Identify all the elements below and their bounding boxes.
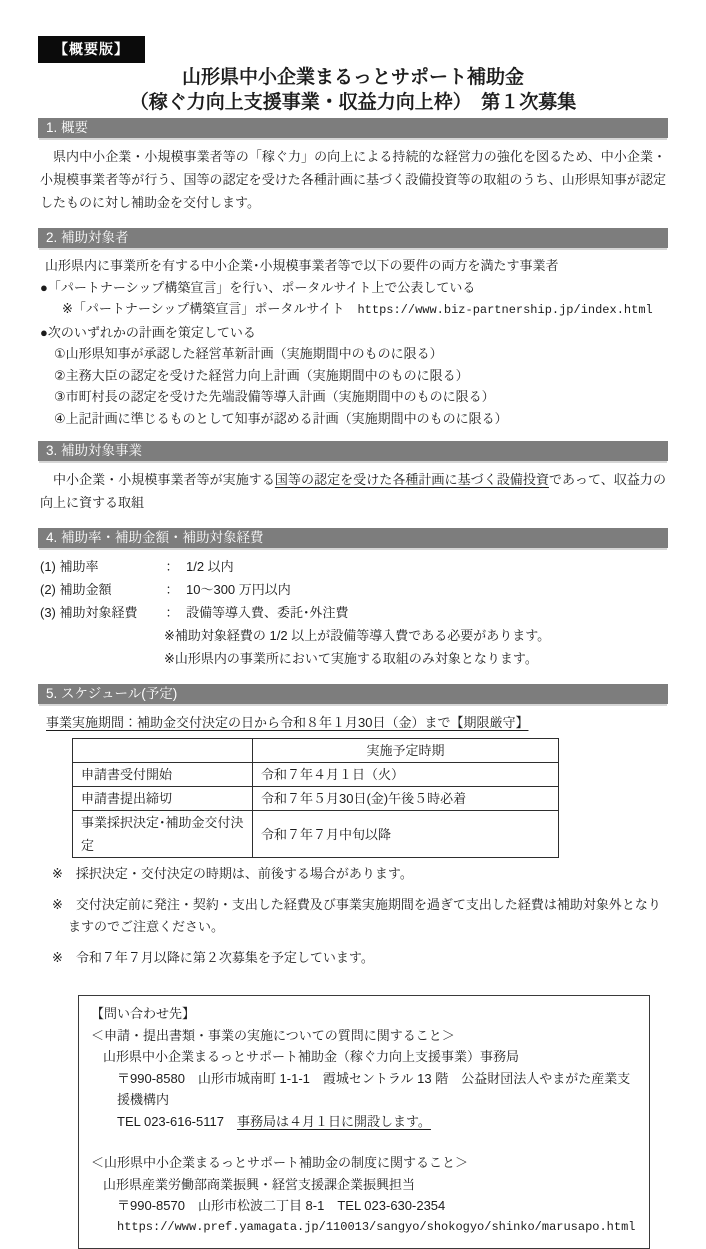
- subsidy-rate-value: 1/2 以内: [186, 559, 234, 574]
- contact-block-program: [91, 1152, 639, 1238]
- separator-colon: ：: [165, 582, 179, 597]
- subsidy-amount-value: 10～300 万円以内: [186, 582, 291, 597]
- schedule-note-3: ※ 令和７年７月以降に第２次募集を予定しています。: [52, 950, 374, 965]
- contact2-heading: ＜山形県中小企業まるっとサポート補助金の制度に関すること＞: [91, 1155, 469, 1170]
- contact2-address: 〒990-8570 山形市松波二丁目 8-1 TEL 023-630-2354: [117, 1198, 446, 1213]
- schedule-body: [38, 704, 668, 969]
- section-heading-eligible-projects: 3. 補助対象事業: [38, 441, 668, 461]
- eligible-applicants-body: [38, 248, 668, 429]
- subsidy-rate-row: [40, 555, 666, 578]
- document-title: [38, 65, 668, 115]
- schedule-table: [72, 738, 559, 858]
- plan-item-3: ③市町村長の認定を受けた先端設備等導入計画（実施期間中のものに限る）: [54, 389, 495, 404]
- contact1-address: 〒990-8580 山形市城南町 1-1-1 霞城セントラル 13 階 公益財団法人やまがた産業支援機構内: [117, 1070, 631, 1107]
- contact-block-application: [91, 1025, 639, 1133]
- eligible-expenses-row: [40, 601, 666, 624]
- contact1-organization: 山形県中小企業まるっとサポート補助金（稼ぐ力向上支援事業）事務局: [103, 1049, 520, 1064]
- partnership-portal-url: https://www.biz-partnership.jp/index.html: [357, 303, 653, 317]
- eligible-projects-paragraph: [38, 461, 668, 514]
- section-heading-eligible-applicants: 2. 補助対象者: [38, 228, 668, 248]
- overview-paragraph: 県内中小企業・小規模事業者等の「稼ぐ力」の向上による持続的な経営力の強化を図るため、中小企業・小規模事業者等が行う、国等の認定を受けた各種計画に基づく設備投資等の取組のうち、山形県知事が認定したものに対し補助金を交付します。: [40, 149, 666, 210]
- contact1-opening-note: 事務局は４月１日に開設します。: [236, 1113, 431, 1129]
- contact1-phone-line: [117, 1111, 639, 1133]
- section-heading-overview: 1. 概要: [38, 118, 668, 138]
- schedule-note-2: ※ 交付決定前に発注・契約・支出した経費及び事業実施期間を過ぎて支出した経費は補助対象外となりますのでご注意ください。: [52, 897, 661, 934]
- partnership-portal-note: [62, 298, 666, 322]
- contact-title: 【問い合わせ先】: [91, 1006, 196, 1021]
- subsidy-terms-body: [38, 548, 668, 670]
- schedule-header-row: [73, 739, 559, 763]
- schedule-time-cell: 令和７年４月１日（火）: [253, 763, 559, 787]
- schedule-notes: [40, 863, 666, 969]
- contact1-phone: TEL 023-616-5117: [117, 1113, 237, 1129]
- subsidy-amount-row: [40, 578, 666, 601]
- separator-colon: ：: [165, 559, 179, 574]
- portal-note-label: ※「パートナーシップ構築宣言」ポータルサイト: [62, 301, 358, 316]
- schedule-time-cell: 令和７年５月30日(金)午後５時必着: [253, 787, 559, 811]
- eligible-projects-underlined: 国等の認定を受けた各種計画に基づく設備投資: [274, 472, 549, 487]
- schedule-row-grant-decision: [73, 811, 559, 858]
- schedule-item-cell: 申請書提出締切: [73, 787, 253, 811]
- title-line-2: （稼ぐ力向上支援事業・収益力向上枠） 第１次募集: [129, 92, 577, 113]
- eligible-projects-suffix: であって、収益力の向上に資する取組: [40, 472, 666, 510]
- schedule-item-cell: 申請書受付開始: [73, 763, 253, 787]
- schedule-row-submission-deadline: [73, 787, 559, 811]
- contact2-website-url: https://www.pref.yamagata.jp/110013/sangyo/shokogyo/shinko/marusapo.html: [117, 1219, 636, 1234]
- schedule-note-1: ※ 採択決定・交付決定の時期は、前後する場合があります。: [52, 866, 413, 881]
- schedule-row-acceptance-start: [73, 763, 559, 787]
- schedule-header-time-cell: 実施予定時期: [253, 739, 559, 763]
- expenses-note-2: ※山形県内の事業所において実施する取組のみ対象となります。: [164, 651, 538, 666]
- title-line-1: 山形県中小企業まるっとサポート補助金: [181, 67, 524, 88]
- project-period-line: 事業実施期間：補助金交付決定の日から令和８年１月30日（金）まで【期限厳守】: [46, 715, 529, 730]
- separator-colon: ：: [165, 605, 179, 620]
- contact-box: [78, 995, 650, 1249]
- plan-item-1: ①山形県知事が承認した経営革新計画（実施期間中のものに限る）: [54, 346, 443, 361]
- section-heading-schedule: 5. スケジュール(予定): [38, 684, 668, 704]
- subsidy-amount-label: (2) 補助金額: [40, 582, 112, 597]
- eligibility-intro: 山形県内に事業所を有する中小企業･小規模事業者等で以下の要件の両方を満たす事業者: [45, 258, 559, 273]
- eligible-expenses-label: (3) 補助対象経費: [40, 605, 138, 620]
- schedule-header-empty-cell: [73, 739, 253, 763]
- schedule-time-cell: 令和７年７月中旬以降: [253, 811, 559, 858]
- plan-item-2: ②主務大臣の認定を受けた経営力向上計画（実施期間中のものに限る）: [54, 367, 469, 383]
- plan-item-4: ④上記計画に準じるものとして知事が認める計画（実施期間中のものに限る）: [54, 410, 508, 426]
- section-heading-subsidy-terms: 4. 補助率・補助金額・補助対象経費: [38, 528, 668, 548]
- contact2-organization: 山形県産業労働部商業振興・経営支援課企業振興担当: [103, 1176, 416, 1192]
- eligible-projects-prefix: 中小企業・小規模事業者等が実施する: [53, 472, 275, 487]
- eligible-expenses-value: 設備等導入費、委託･外注費: [186, 605, 349, 620]
- contact1-heading: ＜申請・提出書類・事業の実施についての質問に関すること＞: [91, 1027, 455, 1043]
- requirement-plan: ●次のいずれかの計画を策定している: [40, 324, 256, 340]
- summary-version-badge: 【概要版】: [38, 36, 145, 63]
- schedule-item-cell: 事業採択決定･補助金交付決定: [73, 811, 253, 858]
- requirement-partnership-declaration: ●「パートナーシップ構築宣言」を行い、ポータルサイト上で公表している: [40, 279, 476, 295]
- expenses-note-1: ※補助対象経費の 1/2 以上が設備等導入費である必要があります。: [164, 628, 551, 643]
- subsidy-rate-label: (1) 補助率: [40, 559, 99, 574]
